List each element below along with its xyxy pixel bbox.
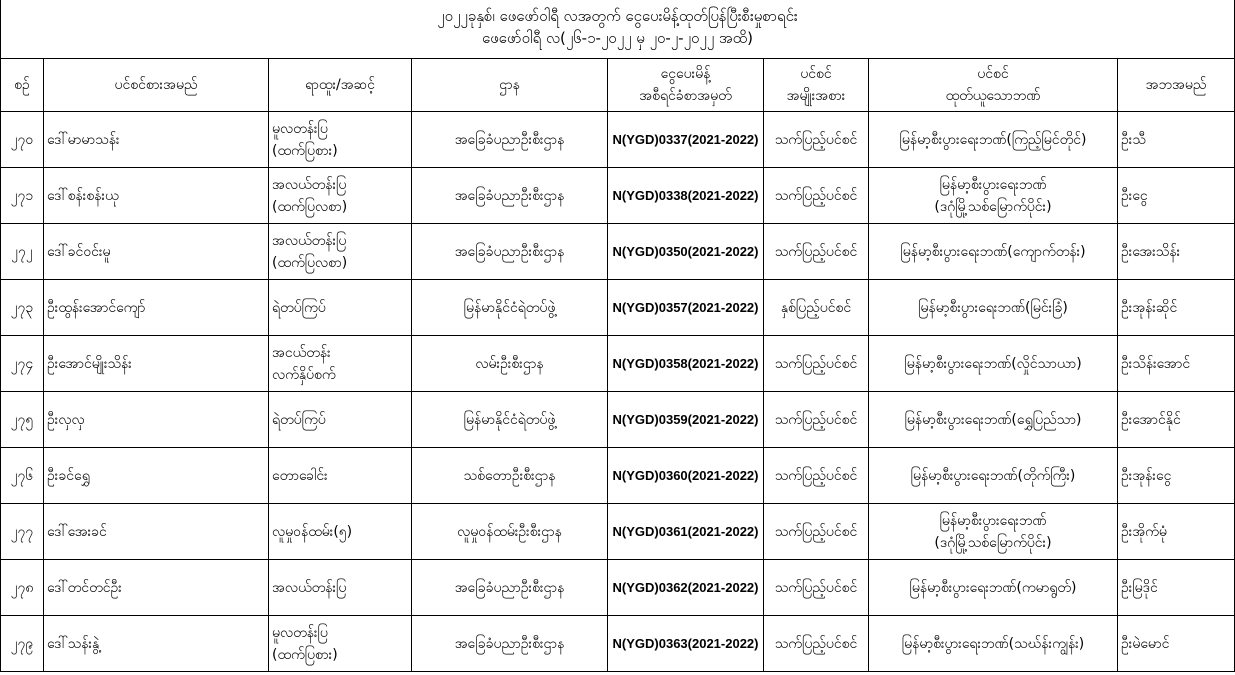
cell-name-text: ဒေါ်သန်းနွဲ့ (47, 635, 100, 652)
cell-pension-type (764, 168, 869, 224)
cell-department-text: အခြေခံပညာဦးစီးဌာန (454, 243, 565, 260)
cell-bank (869, 392, 1118, 448)
cell-department (412, 224, 608, 280)
cell-bank-text: (ဒဂုံမြို့သစ်မြောက်ပိုင်း) (934, 534, 1052, 551)
cell-name-text: ဦးအောင်မျိုးသိန်း (47, 355, 132, 372)
cell-name (44, 336, 269, 392)
cell-department (412, 336, 608, 392)
cell-father-name-text: ဦးအုန်းဆိုင် (1121, 299, 1178, 316)
cell-rank-text: အလယ်တန်းပြ (272, 176, 347, 193)
cell-rank (269, 448, 412, 504)
cell-pension-type-text: သက်ပြည့်ပင်စင် (774, 355, 858, 372)
cell-pension-type (764, 448, 869, 504)
header-pension-type: ပင်စင် အမျိုးအစား (764, 59, 869, 112)
table-row (1, 448, 1235, 504)
cell-no (1, 392, 44, 448)
cell-bank (869, 224, 1118, 280)
cell-department-text: အခြေခံပညာဦးစီးဌာန (454, 635, 565, 652)
cell-father-name (1118, 616, 1235, 672)
table-row (1, 504, 1235, 560)
cell-rank-text: (ထက်ပြလစာ) (272, 198, 348, 215)
cell-father-name-text: ဦးသီ (1121, 131, 1146, 148)
cell-bank-text: မြန်မာ့စီးပွားရေးဘဏ်(ရွှေပြည်သာ) (904, 411, 1082, 428)
cell-order-number-text: N(YGD)0360(2021-2022) (612, 467, 759, 483)
cell-bank (869, 168, 1118, 224)
cell-rank (269, 336, 412, 392)
cell-order-number-text: N(YGD)0361(2021-2022) (612, 523, 759, 539)
cell-father-name-text: ဦးသိန်းအောင် (1121, 355, 1191, 372)
cell-father-name (1118, 560, 1235, 616)
cell-no-text: ၂၇၉ (10, 635, 34, 652)
cell-name (44, 448, 269, 504)
cell-name (44, 616, 269, 672)
cell-department-text: မြန်မာနိုင်ငံရဲတပ်ဖွဲ့ (463, 299, 556, 316)
cell-bank-text: မြန်မာ့စီးပွားရေးဘဏ်(သဃ်န်းကျွန်း) (901, 635, 1085, 652)
cell-order-number-text: N(YGD)0359(2021-2022) (612, 411, 759, 427)
cell-pension-type (764, 280, 869, 336)
table-row (1, 168, 1235, 224)
cell-name-text: ဦးထွန်းအောင်ကျော် (47, 299, 146, 316)
cell-name-text: ဒေါ်ခင်ဝင်းမူ (47, 243, 111, 260)
cell-no-text: ၂၇၀ (10, 131, 34, 148)
cell-pension-type-text: သက်ပြည့်ပင်စင် (774, 635, 858, 652)
cell-order-number (608, 504, 764, 560)
cell-pension-type (764, 560, 869, 616)
cell-rank-text: မူလတန်းပြ (272, 120, 328, 137)
cell-order-number (608, 448, 764, 504)
cell-rank-text: ရဲတပ်ကြပ် (272, 299, 326, 316)
cell-no (1, 336, 44, 392)
cell-name-text: ဒေါ်စန်းစန်းယု (47, 187, 119, 204)
cell-order-number (608, 112, 764, 168)
cell-order-number (608, 168, 764, 224)
cell-department (412, 280, 608, 336)
cell-order-number (608, 224, 764, 280)
cell-rank (269, 168, 412, 224)
header-no: စဉ် (1, 59, 44, 112)
cell-name (44, 560, 269, 616)
table-body (1, 112, 1235, 672)
cell-pension-type-text: သက်ပြည့်ပင်စင် (774, 187, 858, 204)
table-row (1, 224, 1235, 280)
cell-father-name (1118, 112, 1235, 168)
cell-rank-text: (ထက်ပြစား) (272, 646, 338, 663)
cell-department-text: သစ်တောဦးစီးဌာန (463, 467, 556, 484)
cell-pension-type (764, 616, 869, 672)
cell-order-number (608, 392, 764, 448)
cell-rank (269, 504, 412, 560)
cell-rank-text: အလယ်တန်းပြ (272, 579, 347, 596)
cell-no (1, 616, 44, 672)
table-row (1, 560, 1235, 616)
cell-rank-text: လူမှုဝန်ထမ်း(၅) (272, 523, 353, 540)
cell-bank (869, 112, 1118, 168)
cell-department-text: အခြေခံပညာဦးစီးဌာန (454, 187, 565, 204)
cell-name-text: ဦးလှလှ (47, 411, 85, 428)
cell-department (412, 112, 608, 168)
table-row (1, 280, 1235, 336)
cell-name-text: ဦးခင်ရွှေ (47, 467, 90, 484)
cell-no (1, 280, 44, 336)
cell-bank-text: မြန်မာ့စီးပွားရေးဘဏ်(တိုက်ကြီး) (910, 467, 1076, 484)
cell-bank-text: မြန်မာ့စီးပွားရေးဘဏ်(လှိုင်သာယာ) (904, 355, 1082, 372)
cell-department (412, 392, 608, 448)
cell-order-number-text: N(YGD)0357(2021-2022) (612, 299, 759, 315)
cell-bank-text: မြန်မာ့စီးပွားရေးဘဏ်(မြင်းခြံ) (918, 299, 1068, 316)
cell-department-text: လမ်းဦးစီးဌာန (475, 355, 544, 372)
cell-bank (869, 448, 1118, 504)
cell-bank-text: မြန်မာ့စီးပွားရေးဘဏ်(ကမာရွတ်) (909, 579, 1077, 596)
cell-father-name (1118, 336, 1235, 392)
cell-rank (269, 392, 412, 448)
cell-department-text: မြန်မာနိုင်ငံရဲတပ်ဖွဲ့ (463, 411, 556, 428)
cell-bank (869, 280, 1118, 336)
cell-rank-text: အလယ်တန်းပြ (272, 232, 347, 249)
cell-name-text: ဒေါ်မာမာသန်း (47, 131, 120, 148)
cell-father-name (1118, 448, 1235, 504)
cell-father-name-text: ဦးအေးသိန်း (1121, 243, 1181, 260)
cell-name (44, 168, 269, 224)
cell-order-number-text: N(YGD)0350(2021-2022) (612, 243, 759, 259)
cell-rank-text: (ထက်ပြလစာ) (272, 254, 348, 271)
cell-father-name (1118, 392, 1235, 448)
cell-order-number-text: N(YGD)0358(2021-2022) (612, 355, 759, 371)
cell-no (1, 504, 44, 560)
cell-father-name (1118, 224, 1235, 280)
cell-father-name-text: ဦးမဲမောင် (1121, 635, 1170, 652)
cell-no-text: ၂၇၁ (10, 187, 34, 204)
cell-father-name-text: ဦးမြဒိုင် (1121, 579, 1158, 596)
header-name: ပင်စင်စားအမည် (44, 59, 269, 112)
cell-pension-type-text: သက်ပြည့်ပင်စင် (774, 523, 858, 540)
cell-department (412, 168, 608, 224)
cell-no-text: ၂၇၇ (10, 523, 34, 540)
cell-rank-text: မူလတန်းပြ (272, 624, 328, 641)
cell-bank (869, 616, 1118, 672)
cell-department-text: အခြေခံပညာဦးစီးဌာန (454, 131, 565, 148)
cell-bank (869, 504, 1118, 560)
cell-father-name-text: ဦးအိုက်မုံ (1121, 523, 1167, 540)
cell-pension-type-text: သက်ပြည့်ပင်စင် (774, 467, 858, 484)
cell-no-text: ၂၇၂ (11, 243, 33, 260)
header-order-number: ငွေပေးမိန့် အစီရင်ခံစာအမှတ် (608, 59, 764, 112)
cell-bank-text: မြန်မာ့စီးပွားရေးဘဏ်(ကြည့်မြင်တိုင်) (899, 131, 1087, 148)
cell-pension-type-text: နှစ်ပြည့်ပင်စင် (780, 299, 852, 316)
cell-no-text: ၂၇၈ (10, 579, 34, 596)
cell-order-number (608, 336, 764, 392)
cell-no (1, 112, 44, 168)
cell-department (412, 504, 608, 560)
cell-department-text: အခြေခံပညာဦးစီးဌာန (454, 579, 565, 596)
cell-department (412, 448, 608, 504)
cell-pension-type (764, 336, 869, 392)
table-row (1, 616, 1235, 672)
cell-name-text: ဒေါ်အေးခင် (47, 523, 107, 540)
cell-order-number (608, 616, 764, 672)
cell-no-text: ၂၇၆ (10, 467, 34, 484)
report-title-line-1: ၂၀၂၂ခုနှစ်၊ ဖေဖော်ဝါရီ လအတွက် ငွေပေးမိန့်ထုတ်ပြန်ပြီးစီးမှုစာရင်း (437, 7, 798, 25)
cell-rank (269, 224, 412, 280)
cell-pension-type (764, 112, 869, 168)
cell-order-number-text: N(YGD)0338(2021-2022) (612, 187, 759, 203)
cell-order-number-text: N(YGD)0337(2021-2022) (612, 131, 759, 147)
pension-table (0, 58, 1235, 672)
cell-father-name (1118, 168, 1235, 224)
cell-bank-text: မြန်မာ့စီးပွားရေးဘဏ် (939, 176, 1047, 193)
cell-rank-text: လက်နှိပ်စက် (272, 366, 336, 383)
cell-pension-type-text: သက်ပြည့်ပင်စင် (774, 411, 858, 428)
cell-order-number (608, 280, 764, 336)
cell-order-number-text: N(YGD)0363(2021-2022) (612, 635, 759, 651)
cell-department-text: လူမှုဝန်ထမ်းဦးစီးဌာန (457, 523, 562, 540)
cell-rank (269, 280, 412, 336)
table-row (1, 112, 1235, 168)
cell-bank-text: (ဒဂုံမြို့သစ်မြောက်ပိုင်း) (934, 198, 1052, 215)
cell-bank-text: မြန်မာ့စီးပွားရေးဘဏ်(ကျောက်တန်း) (900, 243, 1086, 260)
cell-father-name (1118, 280, 1235, 336)
cell-pension-type (764, 392, 869, 448)
cell-pension-type-text: သက်ပြည့်ပင်စင် (774, 579, 858, 596)
table-row (1, 336, 1235, 392)
cell-no (1, 168, 44, 224)
cell-no (1, 224, 44, 280)
cell-order-number (608, 560, 764, 616)
cell-rank-text: တောခေါင်း (272, 467, 328, 484)
cell-rank (269, 112, 412, 168)
header-rank: ရာထူး/အဆင့် (269, 59, 412, 112)
cell-no-text: ၂၇၄ (10, 355, 34, 372)
cell-pension-type (764, 504, 869, 560)
header-father-name: အဘအမည် (1118, 59, 1235, 112)
cell-name (44, 112, 269, 168)
cell-father-name-text: ဦးအောင်နိုင် (1121, 411, 1181, 428)
cell-name (44, 504, 269, 560)
cell-rank-text: ရဲတပ်ကြပ် (272, 411, 326, 428)
cell-no (1, 448, 44, 504)
cell-name-text: ဒေါ်တင်တင်ဦး (47, 579, 122, 596)
header-bank: ပင်စင် ထုတ်ယူသောဘဏ် (869, 59, 1118, 112)
cell-pension-type (764, 224, 869, 280)
cell-father-name-text: ဦးငွေ (1121, 187, 1148, 204)
cell-bank-text: မြန်မာ့စီးပွားရေးဘဏ် (939, 512, 1047, 529)
cell-no-text: ၂၇၅ (10, 411, 34, 428)
cell-pension-type-text: သက်ပြည့်ပင်စင် (774, 131, 858, 148)
cell-bank (869, 336, 1118, 392)
cell-father-name (1118, 504, 1235, 560)
cell-rank (269, 616, 412, 672)
cell-rank (269, 560, 412, 616)
report-title-line-2: ဖေဖော်ဝါရီ လ(၂၆-၁-၂၀၂၂ မှ ၂၀-၂-၂၀၂၂ အထိ) (481, 29, 754, 47)
cell-pension-type-text: သက်ပြည့်ပင်စင် (774, 243, 858, 260)
report-title (0, 0, 1235, 58)
cell-no-text: ၂၇၃ (10, 299, 34, 316)
cell-department (412, 616, 608, 672)
cell-department (412, 560, 608, 616)
cell-bank (869, 560, 1118, 616)
cell-name (44, 224, 269, 280)
header-department: ဌာန (412, 59, 608, 112)
cell-father-name-text: ဦးအုန်းငွေ (1121, 467, 1172, 484)
cell-name (44, 280, 269, 336)
cell-name (44, 392, 269, 448)
cell-rank-text: (ထက်ပြစား) (272, 142, 338, 159)
cell-order-number-text: N(YGD)0362(2021-2022) (612, 579, 759, 595)
cell-no (1, 560, 44, 616)
table-row (1, 392, 1235, 448)
table-header-row (1, 59, 1235, 112)
cell-rank-text: အငယ်တန်း (272, 344, 331, 361)
